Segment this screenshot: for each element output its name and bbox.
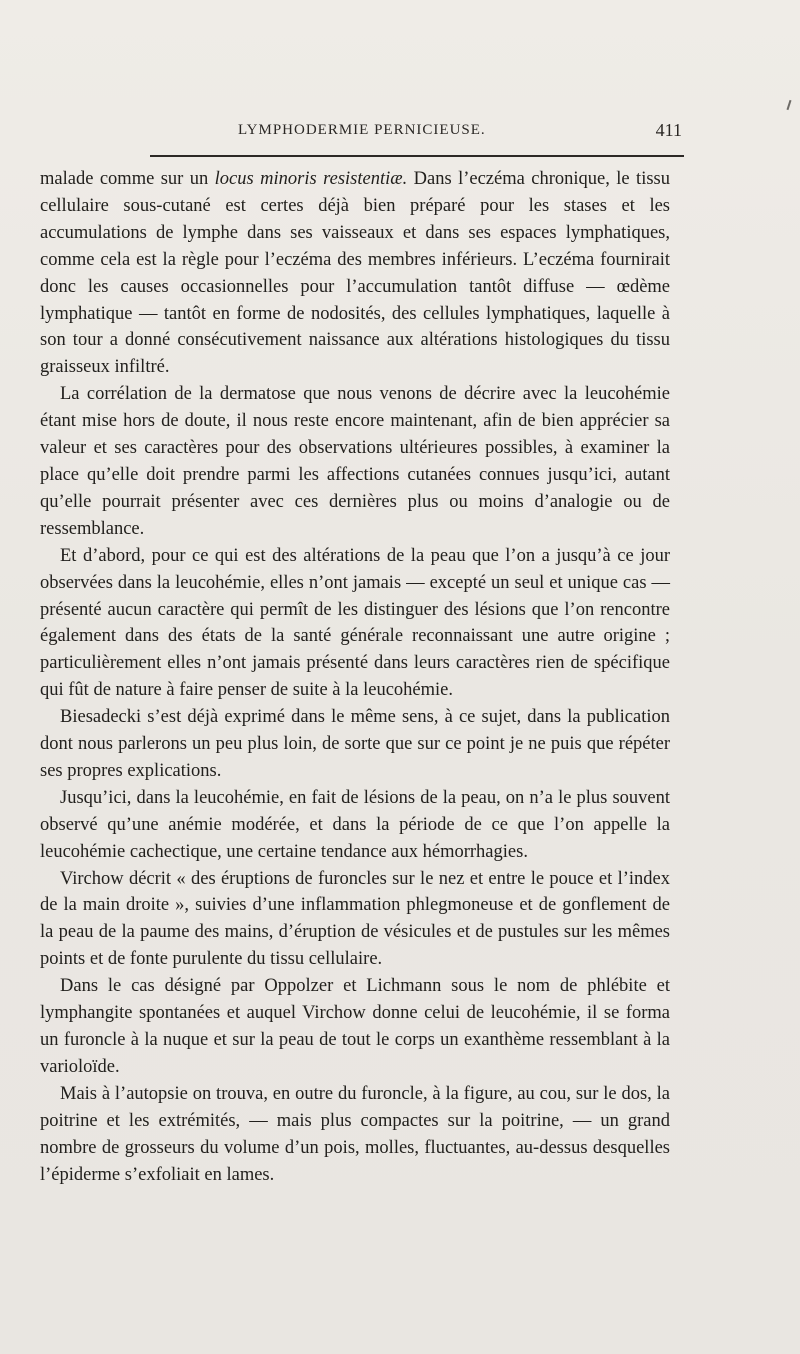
paragraph: La corrélation de la dermatose que nous venons de décrire avec la leucohémie étant mise hors de doute, il nous reste encore maintenant, afin de bien apprécier sa valeur et ses caractères pour des observations ultérieures possibles, à examiner la place qu’elle doit prendre parmi les affections cutanées connues jusqu’ici, autant qu’elle pourrait présenter avec ces dernières plus ou moins d’analogie ou de ressemblance. bbox=[40, 384, 670, 539]
paragraph: Virchow décrit « des éruptions de furoncles sur le nez et entre le pouce et l’index de la main droite », suivies d’une inflammation phlegmoneuse et de gonflement de la peau de la paume des mains, d’éruption de vésicules et de pustules sur les mêmes points et de fonte purulente du tissu cellulaire. bbox=[40, 868, 670, 970]
body-text bbox=[40, 166, 670, 1188]
margin-mark bbox=[787, 100, 792, 110]
page-number: 411 bbox=[655, 120, 682, 140]
paragraph: Et d’abord, pour ce qui est des altérations de la peau que l’on a jusqu’à ce jour observées dans la leucohémie, elles n’ont jamais — excepté un seul et unique cas — présenté aucun caractère qui permît de les distinguer des lésions que l’on rencontre également dans des états de la santé générale reconnaissant une autre origine ; particulièrement elles n’ont jamais présenté dans leurs caractères rien de spécifique qui fût de nature à faire penser de suite à la leucohémie. bbox=[40, 545, 670, 701]
latin-phrase: locus minoris resistentiæ. bbox=[214, 169, 408, 189]
paragraph-text: malade comme sur un bbox=[40, 169, 215, 189]
paragraph: Mais à l’autopsie on trouva, en outre du furoncle, à la figure, au cou, sur le dos, la poitrine et les extrémités, — mais plus compactes sur la poitrine, — un grand nombre de grosseurs du volume d’un pois, molles, fluctuantes, au-dessus desquelles l’épiderme s’exfoliait en lames. bbox=[40, 1083, 670, 1185]
header-rule bbox=[150, 155, 684, 157]
paragraph: Biesadecki s’est déjà exprimé dans le même sens, à ce sujet, dans la publication dont nous parlerons un peu plus loin, de sorte que sur ce point je ne puis que répéter ses propres explications. bbox=[40, 707, 670, 781]
running-title: LYMPHODERMIE PERNICIEUSE. bbox=[238, 122, 486, 138]
paragraph-text: Dans l’eczéma chronique, le tissu cellulaire sous-cutané est certes déjà bien préparé pour les stases et les accumulations de lymphe dans ses vaisseaux et dans ses espaces lymphatiques, comme cela est la règle pour l’eczéma des membres inférieurs. L’eczéma fournirait donc les causes occasionnelles pour l’accumulation tantôt diffuse — œdème lymphatique — tantôt en forme de nodosités, des cellules lymphatiques, laquelle à son tour a donné consécutivement naissance aux altérations histologiques du tissu graisseux infiltré. bbox=[40, 169, 670, 378]
paragraph: Jusqu’ici, dans la leucohémie, en fait de lésions de la peau, on n’a le plus souvent observé qu’une anémie modérée, et dans la période de ce que l’on appelle la leucohémie cachectique, une certaine tendance aux hémorrhagies. bbox=[40, 787, 670, 862]
page-header bbox=[150, 122, 682, 144]
paragraph: Dans le cas désigné par Oppolzer et Lichmann sous le nom de phlébite et lymphangite spontanées et auquel Virchow donne celui de leucohémie, il se forma un furoncle à la nuque et sur la peau de tout le corps un exanthème ressemblant à la varioloïde. bbox=[40, 976, 670, 1077]
paragraph-continued bbox=[40, 166, 670, 381]
